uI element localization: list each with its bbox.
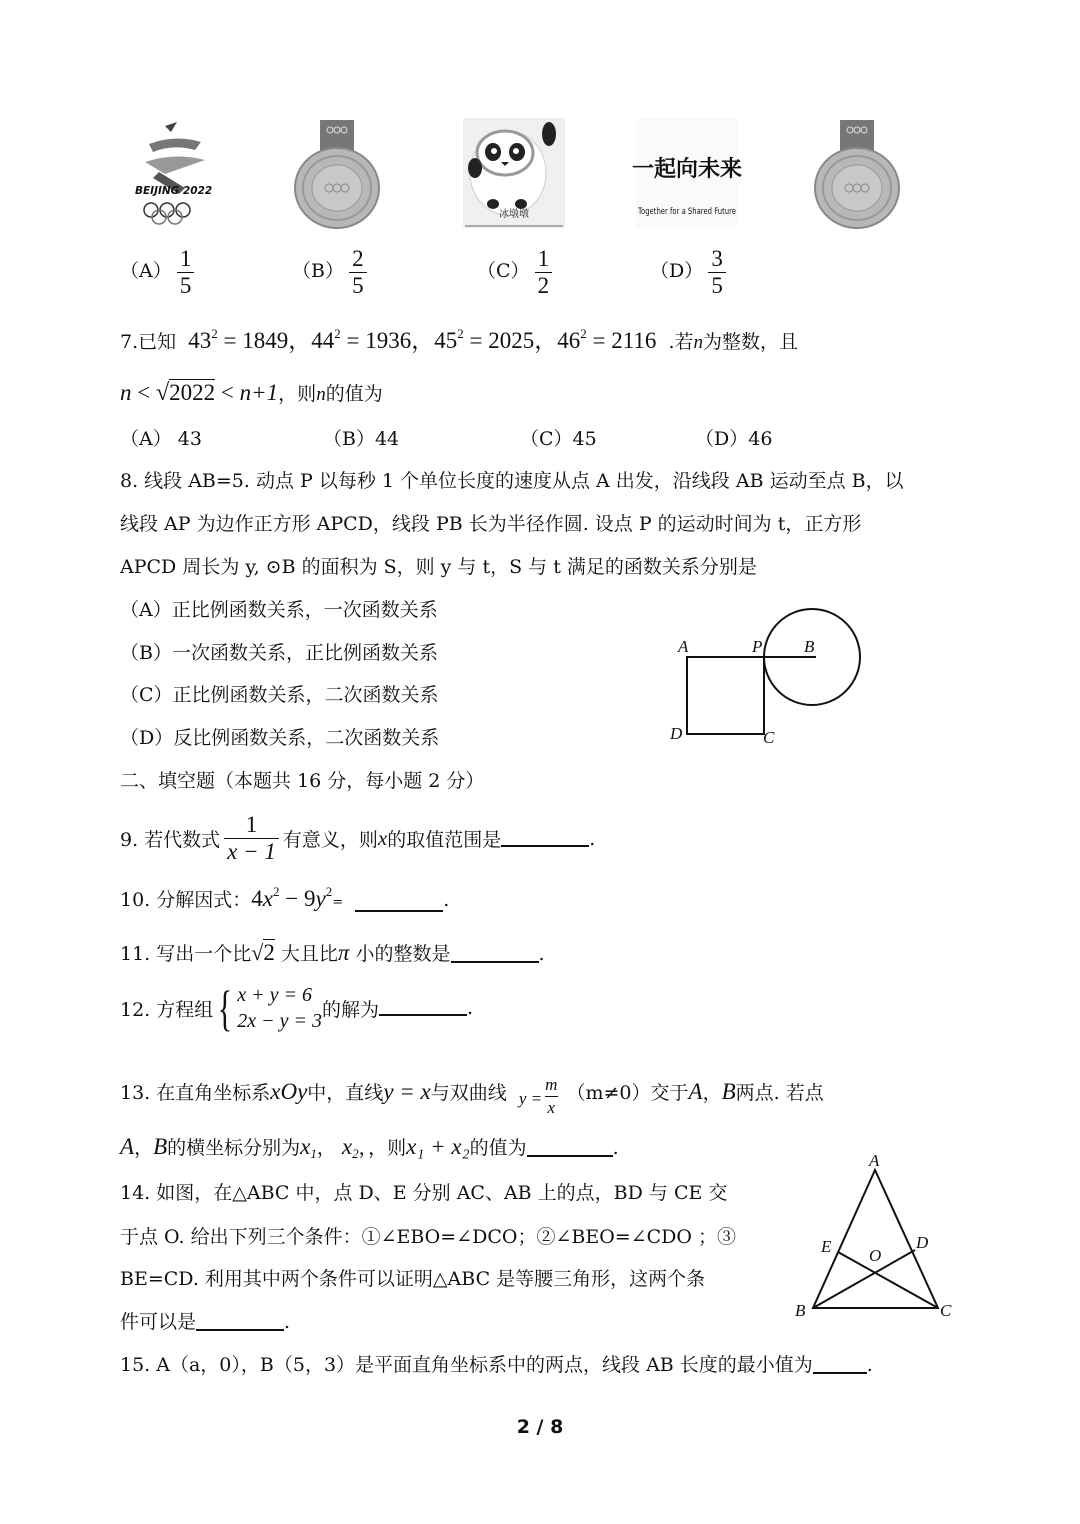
mascot-caption: 冰墩墩 [499,209,529,220]
q14-triangle-figure [790,1148,965,1323]
equation-system: x + y = 6 2x − y = 3 [237,984,323,1032]
option-fraction: $\frac{1}{2}$ [535,246,553,299]
label-d: D [916,1233,929,1252]
q7-option-c[interactable]: （C）45 [520,428,597,450]
olympic-medal-image-2 [812,118,902,228]
q8-square-circle-figure [664,600,874,750]
q14-line3: BE=CD. 利用其中两个条件可以证明△ABC 是等腰三角形，这两个条 [120,1268,706,1290]
emblem-caption: BEIJING 2022 [135,185,213,197]
beijing-2022-emblem-image [135,118,220,228]
left-brace: { [218,980,233,1036]
square-apcd [687,657,764,734]
q6-option-b[interactable] [292,246,367,299]
q6-option-d[interactable] [650,246,726,299]
option-fraction: $\frac{2}{5}$ [349,246,367,299]
q14-line1: 14. 如图，在△ABC 中，点 D、E 分别 AC、AB 上的点，BD 与 CE 交 [120,1182,728,1204]
option-label: （C） [477,260,530,282]
q12: 12. 方程组 { x + y = 6 2x − y = 3 的解为 . [120,980,474,1036]
option-fraction: $\frac{1}{5}$ [177,246,195,299]
q7-option-b[interactable]: （B）44 [323,428,400,450]
label-b: B [804,637,815,656]
label-a: A [869,1151,880,1170]
q8-stem-line3: APCD 周长为 y, ⊙B 的面积为 S，则 y 与 t，S 与 t 满足的函数关系分别是 [120,556,757,578]
label-d: D [670,724,683,743]
q11-answer-blank[interactable] [451,943,539,963]
segment-ce [838,1252,938,1308]
q7-stem-line1: 7.已知 $43^2 = 1849$，$44^2 = 1936$，$45^2 = 2025$，$46^2 = 2116$ .若n为整数，且 [120,326,798,353]
slogan-english: Together for a Shared Future [637,207,736,217]
together-slogan-image [631,118,743,228]
q10-answer-blank[interactable] [355,892,443,912]
q7-stem-line2: n < √2022 < n+1，则n的值为 [120,380,383,406]
q7-option-a[interactable]: （A） 43 [120,428,202,450]
q14-line4: 件可以是 . [120,1311,291,1333]
q15-answer-blank[interactable] [813,1354,867,1374]
option-label: （A） [120,260,172,282]
q6-option-a[interactable] [120,246,194,299]
q10-expression: $4x^2 - 9y^2$ [251,884,333,911]
q14-line2: 于点 O. 给出下列三个条件：①∠EBO=∠DCO；②∠BEO=∠CDO ；③ [120,1226,737,1248]
option-fraction: $\frac{3}{5}$ [708,246,726,299]
q7-option-d[interactable]: （D）46 [695,428,773,450]
q9: 9. 若代数式 $\frac{1}{x - 1}$ 有意义，则 x 的取值范围是 . [120,812,596,864]
section-2-heading: 二、填空题（本题共 16 分，每小题 2 分） [120,770,485,792]
q9-answer-blank[interactable] [501,827,589,847]
bing-dwen-dwen-mascot-image [463,118,565,228]
q13-line2: A，B的横坐标分别为$x_1$， $x_2$，，则x₁ + x₂的值为 . [120,1134,619,1161]
label-c: C [763,728,775,747]
q13-line1: 13. 在直角坐标系 xOy 中，直线 y = x 与双曲线 y = $\frac{m}{x}$ （m≠0） 交于 A ， B 两点. 若点 [120,1075,824,1117]
q11: 11. 写出一个比√2 大且比π 小的整数是 . [120,940,545,965]
q8-stem-line1: 8. 线段 AB=5. 动点 P 以每秒 1 个单位长度的速度从点 A 出发，沿线段 AB 运动至点 B，以 [120,470,904,492]
segment-bd [813,1250,915,1308]
q12-answer-blank[interactable] [379,996,467,1016]
q14-answer-blank[interactable] [196,1311,284,1331]
label-c: C [940,1301,952,1320]
q8-option-a[interactable]: （A）正比例函数关系，一次函数关系 [120,599,438,621]
label-o: O [869,1246,882,1265]
label-a: A [678,637,689,656]
label-p: P [752,637,763,656]
q10: 10. 分解因式：$4x^2 - 9y^2=$ . [120,884,450,911]
olympic-medal-image-1 [292,118,382,228]
q8-option-c[interactable]: （C）正比例函数关系，二次函数关系 [120,684,439,706]
page-number: 2 / 8 [516,1416,564,1438]
q8-stem-line2: 线段 AP 为边作正方形 APCD，线段 PB 长为半径作圆. 设点 P 的运动时间为 t，正方形 [120,513,862,535]
q8-option-b[interactable]: （B）一次函数关系，正比例函数关系 [120,642,438,664]
q13-answer-blank[interactable] [527,1137,613,1157]
label-e: E [821,1237,832,1256]
q15: 15. A（a，0），B（5，3）是平面直角坐标系中的两点，线段 AB 长度的最小值为 . [120,1354,873,1376]
q8-option-d[interactable]: （D）反比例函数关系，二次函数关系 [120,727,440,749]
q6-option-c[interactable] [477,246,552,299]
slogan-chinese: 一起向未来 [631,156,743,182]
label-b: B [795,1301,806,1320]
option-label: （B） [292,260,344,282]
option-label: （D） [650,260,704,282]
